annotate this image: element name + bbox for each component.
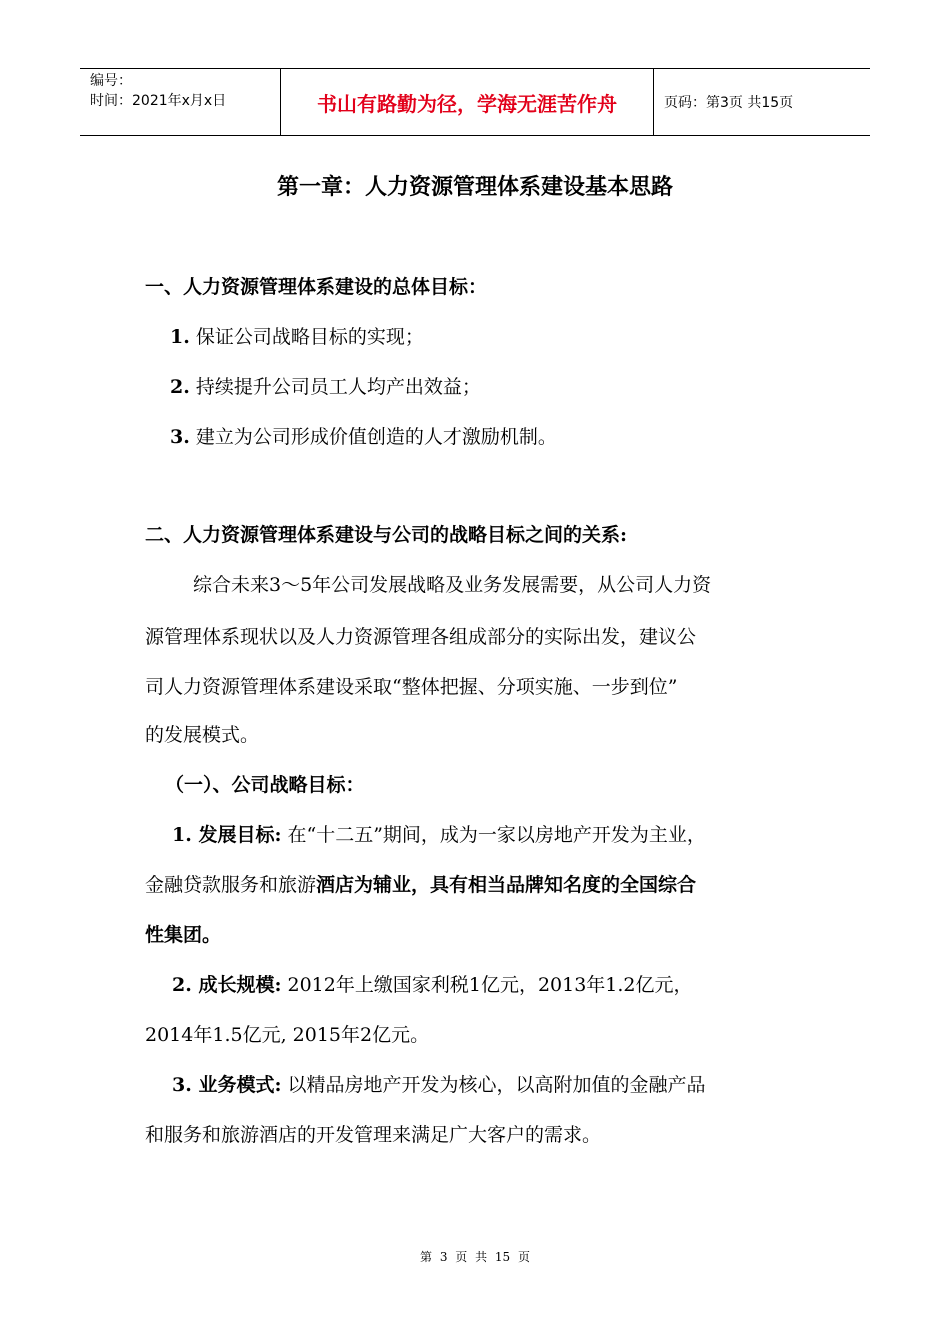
list-item-text: 建立为公司形成价值创造的人才激励机制。 bbox=[195, 426, 557, 448]
header-left-cell bbox=[80, 69, 281, 135]
paragraph-line: 司人力资源管理体系建设采取“整体把握、分项实施、一步到位” bbox=[145, 676, 678, 698]
goal3-line2: 和服务和旅游酒店的开发管理来满足广大客户的需求。 bbox=[145, 1124, 602, 1146]
list-item bbox=[170, 372, 840, 399]
goal1-text: 在“十二五”期间，成为一家以房地产开发为主业， bbox=[281, 824, 706, 846]
goal2-line2: 2014年1.5亿元, 2015年2亿元。 bbox=[145, 1024, 430, 1046]
goal1-line2 bbox=[145, 870, 815, 897]
list-item-number: 1. bbox=[170, 326, 190, 348]
list-item-number: 3. bbox=[170, 426, 190, 448]
page-header bbox=[80, 68, 870, 136]
goal1-label: 1. 发展目标: bbox=[172, 824, 282, 846]
chapter-title: 第一章：人力资源管理体系建设基本思路 bbox=[276, 174, 673, 200]
time-label: 时间：2021年x月x日 bbox=[90, 93, 227, 109]
page-footer: 第 3 页 共 15 页 bbox=[420, 1250, 530, 1264]
goal3-label: 3. 业务模式: bbox=[172, 1074, 282, 1096]
list-item bbox=[170, 422, 840, 449]
list-item-text: 保证公司战略目标的实现； bbox=[195, 326, 424, 348]
goal1-line1 bbox=[172, 820, 842, 847]
paragraph-line: 的发展模式。 bbox=[145, 724, 260, 746]
paragraph-line: 源管理体系现状以及人力资源管理各组成部分的实际出发，建议公 bbox=[145, 626, 697, 648]
goal1-line3: 性集团。 bbox=[145, 924, 222, 946]
list-item-number: 2. bbox=[170, 376, 190, 398]
goal3-text: 以精品房地产开发为核心，以高附加值的金融产品 bbox=[281, 1074, 706, 1096]
paragraph-line: 综合未来3～5年公司发展战略及业务发展需要，从公司人力资 bbox=[193, 574, 712, 596]
goal1-text-bold: 酒店为辅业，具有相当品牌知名度的全国综合 bbox=[316, 874, 697, 896]
list-item-text: 持续提升公司员工人均产出效益； bbox=[195, 376, 481, 398]
number-label: 编号： bbox=[90, 73, 132, 89]
header-page-info: 页码：第3页 共15页 bbox=[664, 95, 794, 111]
header-motto: 书山有路勤为径，学海无涯苦作舟 bbox=[281, 69, 654, 135]
goal2-line1 bbox=[172, 970, 842, 997]
subsection-heading: （一）、公司战略目标： bbox=[165, 774, 365, 796]
goal1-text-normal: 金融贷款服务和旅游 bbox=[145, 874, 317, 896]
section1-heading: 一、人力资源管理体系建设的总体目标： bbox=[145, 276, 488, 298]
section2-heading: 二、人力资源管理体系建设与公司的战略目标之间的关系: bbox=[145, 524, 628, 546]
goal3-line1 bbox=[172, 1070, 842, 1097]
list-item bbox=[170, 322, 840, 349]
goal2-text: 2012年上缴国家利税1亿元，2013年1.2亿元， bbox=[281, 974, 693, 996]
goal2-label: 2. 成长规模: bbox=[172, 974, 282, 996]
